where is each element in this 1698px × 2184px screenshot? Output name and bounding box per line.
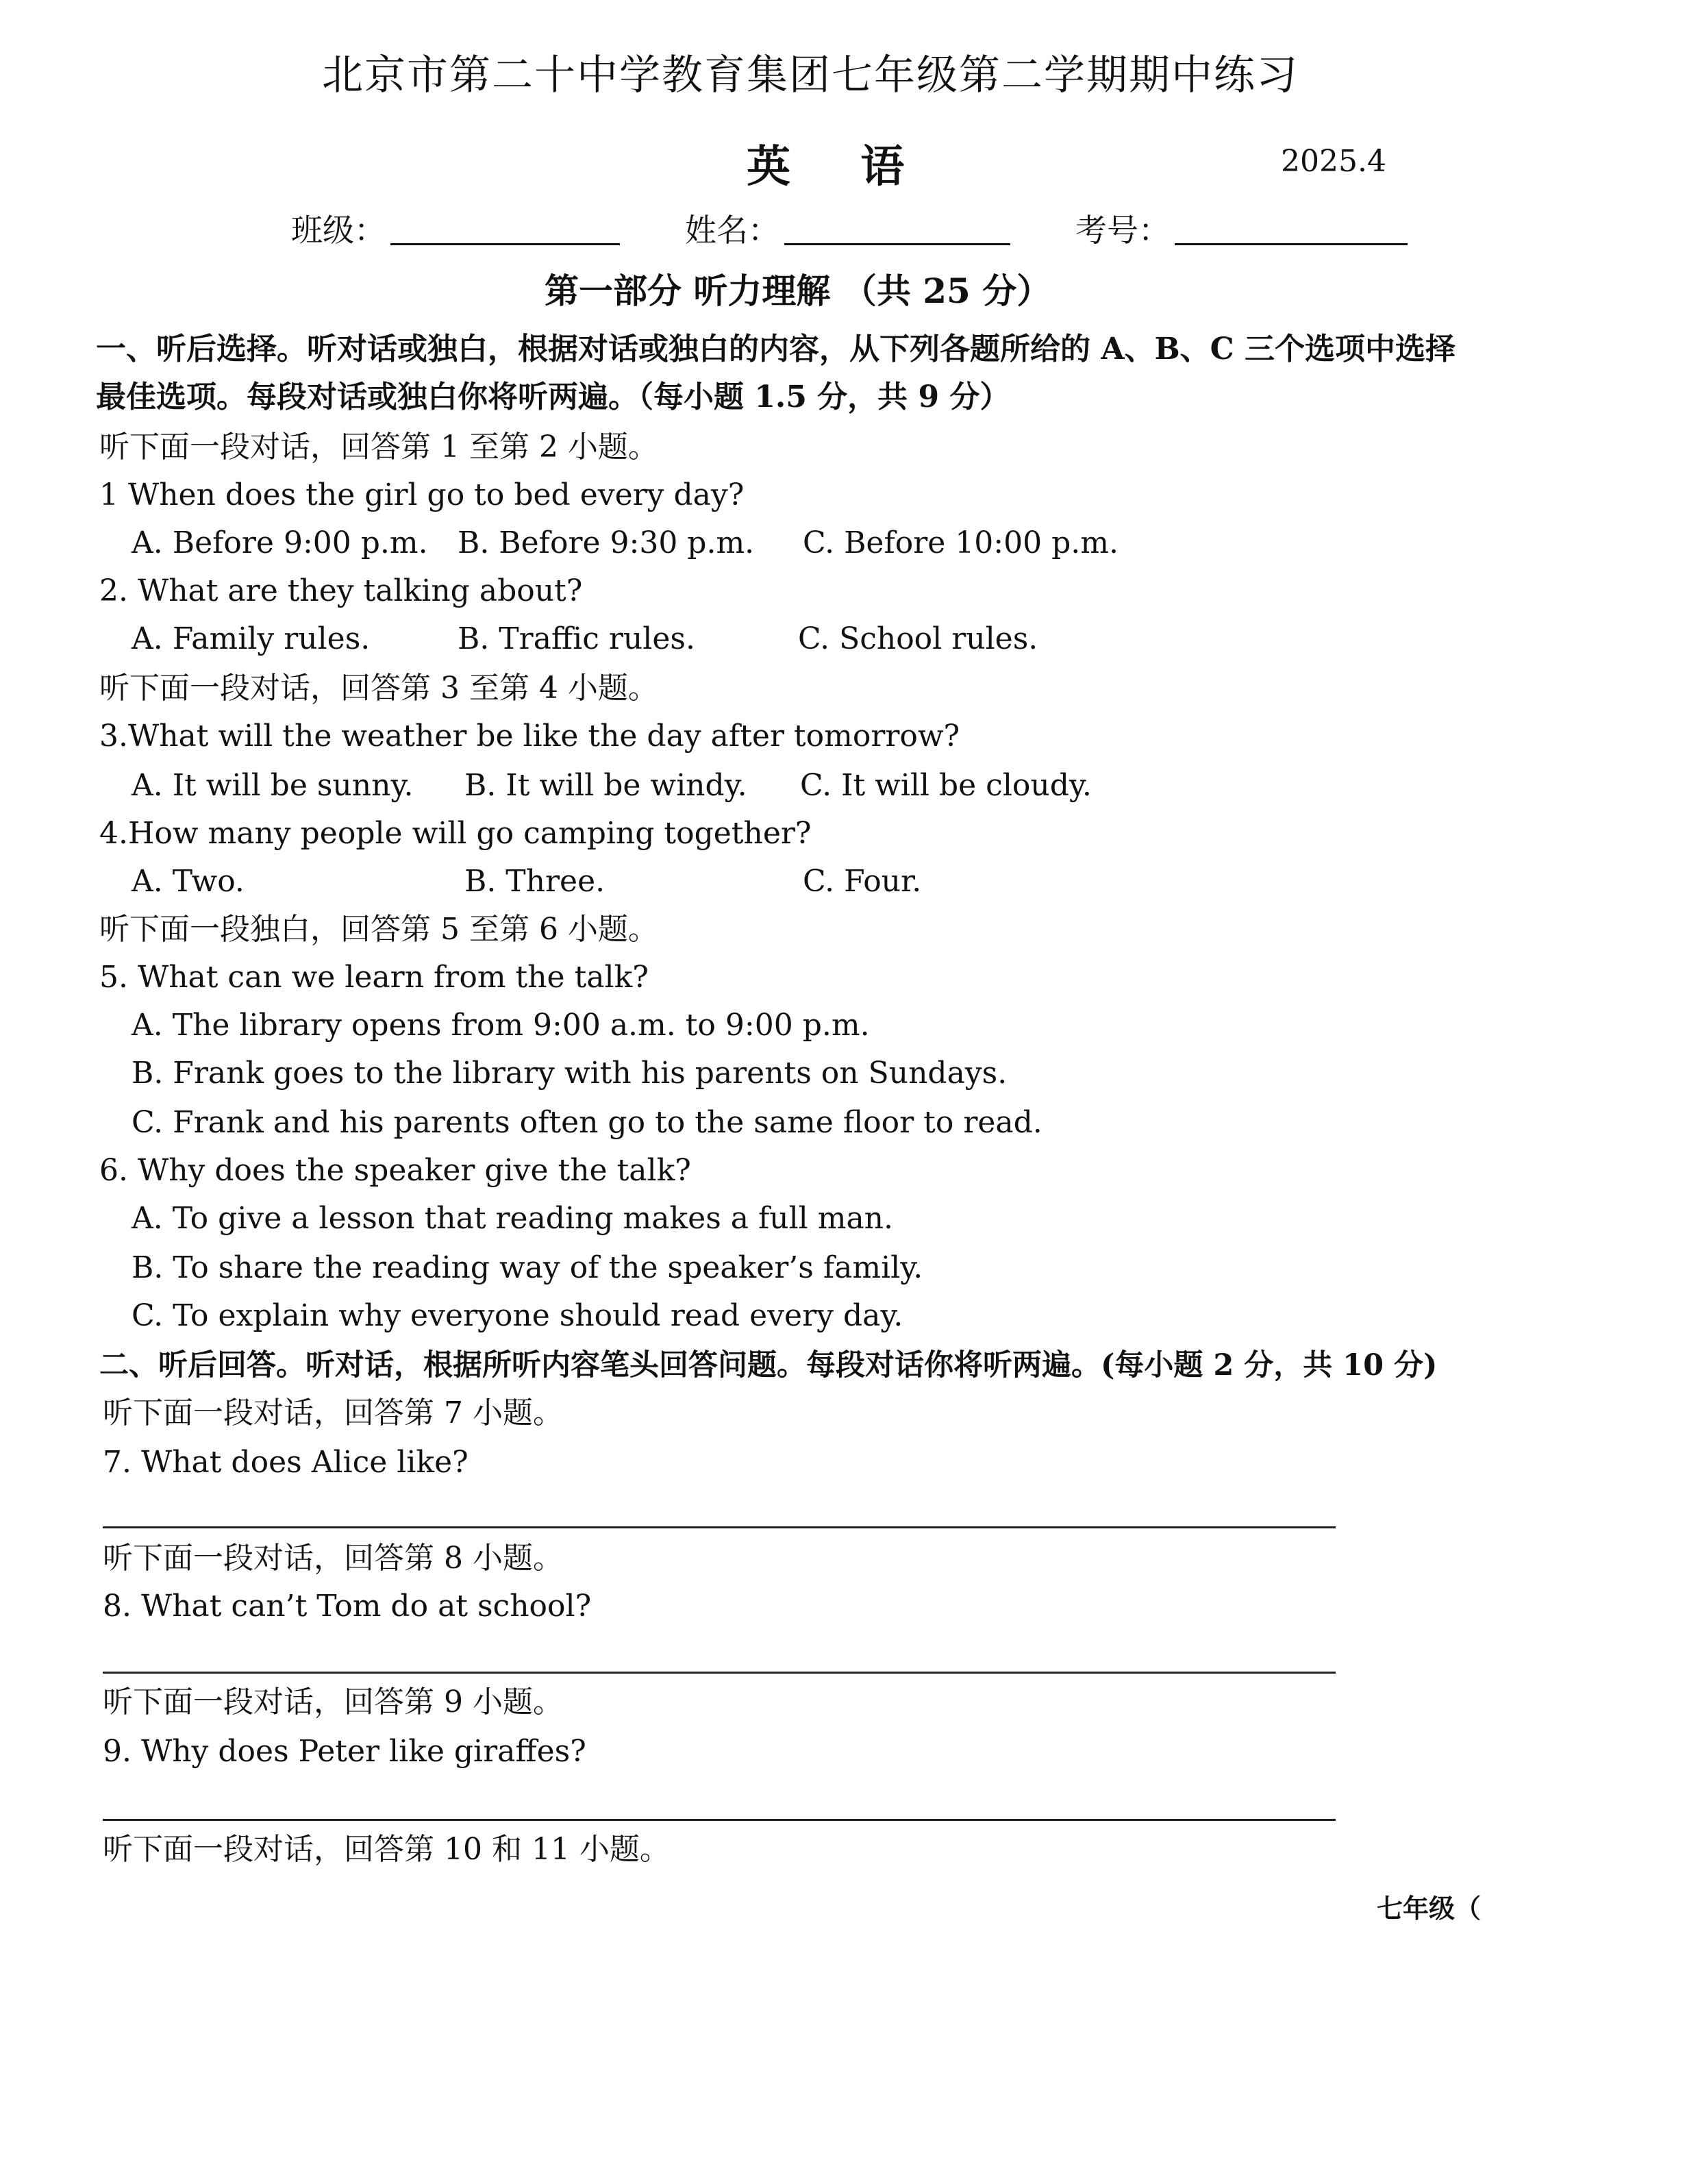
exam-date: 2025.4 <box>1281 144 1386 179</box>
q1-option-c[interactable]: C. Before 10:00 p.m. <box>803 525 1119 560</box>
q4-option-b[interactable]: B. Three. <box>464 864 605 899</box>
part1-title: 第一部分 听力理解 （共 25 分） <box>545 271 1051 311</box>
class-input-line[interactable] <box>390 243 620 245</box>
section1-instruction-line1: 一、听后选择。听对话或独白，根据对话或独白的内容，从下列各题所给的 A、B、C 三个选项中选择 <box>96 332 1456 367</box>
page-footer: 七年级（ <box>1377 1893 1482 1924</box>
question-6: 6. Why does the speaker give the talk? <box>99 1153 691 1188</box>
prompt-q1-q2: 听下面一段对话，回答第 1 至第 2 小题。 <box>99 430 658 464</box>
q5-option-a[interactable]: A. The library opens from 9:00 a.m. to 9:00 p.m. <box>132 1008 870 1043</box>
q6-option-a[interactable]: A. To give a lesson that reading makes a full man. <box>132 1201 894 1236</box>
question-4: 4.How many people will go camping together? <box>99 816 812 851</box>
question-5: 5. What can we learn from the talk? <box>99 960 649 995</box>
prompt-q3-q4: 听下面一段对话，回答第 3 至第 4 小题。 <box>99 671 658 706</box>
question-7: 7. What does Alice like? <box>103 1445 469 1480</box>
exam-number-label: 考号： <box>1075 212 1170 249</box>
q5-option-b[interactable]: B. Frank goes to the library with his parents on Sundays. <box>132 1056 1008 1091</box>
q1-option-a[interactable]: A. Before 9:00 p.m. <box>132 525 428 560</box>
q2-option-b[interactable]: B. Traffic rules. <box>458 621 695 656</box>
q5-option-c[interactable]: C. Frank and his parents often go to the same floor to read. <box>132 1105 1042 1140</box>
q3-option-b[interactable]: B. It will be windy. <box>464 768 747 803</box>
q4-option-c[interactable]: C. Four. <box>803 864 922 899</box>
q8-answer-line[interactable] <box>103 1672 1336 1674</box>
exam-number-input-line[interactable] <box>1175 243 1408 245</box>
prompt-q10-q11: 听下面一段对话，回答第 10 和 11 小题。 <box>103 1832 670 1867</box>
class-label: 班级： <box>291 212 386 249</box>
q3-option-a[interactable]: A. It will be sunny. <box>132 768 414 803</box>
question-1: 1 When does the girl go to bed every day? <box>99 477 745 512</box>
prompt-q5-q6: 听下面一段独白，回答第 5 至第 6 小题。 <box>99 912 658 947</box>
q6-option-c[interactable]: C. To explain why everyone should read every day. <box>132 1298 903 1333</box>
question-8: 8. What can’t Tom do at school? <box>103 1589 592 1624</box>
q1-option-b[interactable]: B. Before 9:30 p.m. <box>458 525 755 560</box>
question-9: 9. Why does Peter like giraffes? <box>103 1734 586 1769</box>
name-input-line[interactable] <box>784 243 1010 245</box>
exam-title: 北京市第二十中学教育集团七年级第二学期期中练习 <box>322 51 1299 99</box>
section2-instruction: 二、听后回答。听对话，根据所听内容笔头回答问题。每段对话你将听两遍。(每小题 2 分，共 10 分) <box>99 1348 1438 1382</box>
q2-option-c[interactable]: C. School rules. <box>798 621 1038 656</box>
subject-title: 英 语 <box>747 141 932 193</box>
question-3: 3.What will the weather be like the day after tomorrow? <box>99 719 960 754</box>
prompt-q7: 听下面一段对话，回答第 7 小题。 <box>103 1395 563 1430</box>
name-label: 姓名： <box>685 212 779 249</box>
question-2: 2. What are they talking about? <box>99 573 583 608</box>
q3-option-c[interactable]: C. It will be cloudy. <box>800 768 1092 803</box>
q4-option-a[interactable]: A. Two. <box>132 864 245 899</box>
q7-answer-line[interactable] <box>103 1526 1336 1528</box>
prompt-q9: 听下面一段对话，回答第 9 小题。 <box>103 1685 563 1720</box>
q2-option-a[interactable]: A. Family rules. <box>132 621 371 656</box>
q6-option-b[interactable]: B. To share the reading way of the speaker’s family. <box>132 1250 923 1285</box>
prompt-q8: 听下面一段对话，回答第 8 小题。 <box>103 1541 563 1576</box>
section1-instruction-line2: 最佳选项。每段对话或独白你将听两遍。（每小题 1.5 分，共 9 分） <box>96 380 1010 414</box>
q9-answer-line[interactable] <box>103 1819 1336 1821</box>
